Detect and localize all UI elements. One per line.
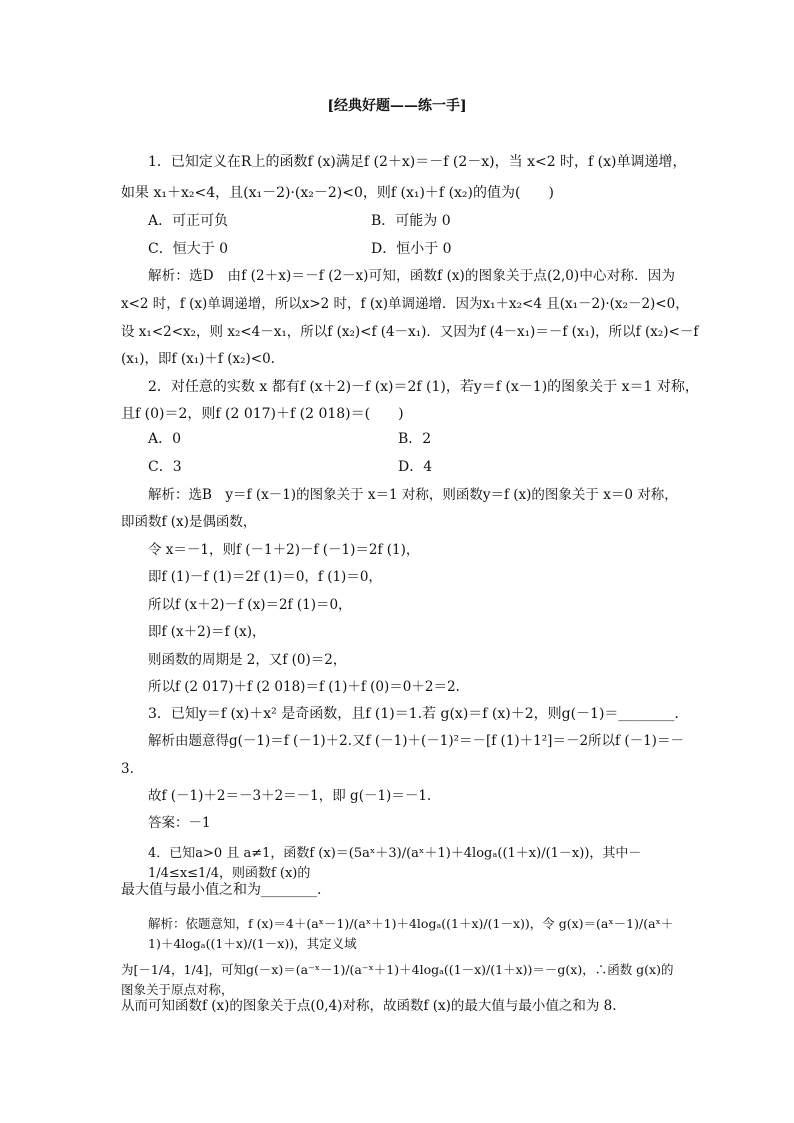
q2-option-d: D．4 (398, 459, 433, 475)
q2-option-a: A．0 (148, 431, 182, 447)
section-title: [经典好题——练一手] (327, 98, 467, 114)
q2-stem-line1: 2．对任意的实数 x 都有f (x＋2)－f (x)＝2f (1)，若y＝f (x－1)的图象关于 x＝1 对称， (148, 379, 699, 395)
q2-stem-line2: 且f (0)＝2，则f (2 017)＋f (2 018)＝( ) (121, 406, 404, 422)
q2-solution-line4: 即f (1)－f (1)＝2f (1)＝0，f (1)＝0， (148, 569, 382, 585)
q2-solution-line1: 解析：选B y＝f (x－1)的图象关于 x＝1 对称，则函数y＝f (x)的图象关于 x＝0 对称， (148, 487, 678, 503)
q4-solution-line2: 为[－1/4，1/4]，可知g(－x)＝(a⁻ˣ－1)/(a⁻ˣ＋1)＋4logₐ((1－x)/(1＋x))＝－g(x)，∴函数 g(x)的图象关于原点对称， (121, 962, 674, 997)
q3-solution-line3: 故f (－1)＋2＝－3＋2＝－1，即 g(－1)＝－1. (148, 788, 432, 804)
q2-solution-line2: 即函数f (x)是偶函数， (121, 514, 257, 530)
q2-solution-line5: 所以f (x＋2)－f (x)＝2f (1)＝0， (148, 597, 352, 613)
q1-option-a: A．可正可负 (148, 213, 229, 229)
q1-option-c: C．恒大于 0 (148, 241, 229, 257)
q1-solution-line3: 设 x₁<2<x₂，则 x₂<4－x₁，所以f (x₂)<f (4－x₁)．又因为f (4－x₁)＝－f (x₁)，所以f (x₂)<－f (121, 324, 699, 340)
q2-solution-line7: 则函数的周期是 2，又f (0)＝2， (148, 652, 347, 668)
q1-solution-line4: (x₁)，即f (x₁)＋f (x₂)<0. (121, 351, 275, 367)
q2-solution-line8: 所以f (2 017)＋f (2 018)＝f (1)＋f (0)＝0＋2＝2. (148, 679, 460, 695)
q4-stem-line2: 最大值与最小值之和为________. (121, 882, 322, 898)
q3-solution-line1: 解析由题意得g(－1)＝f (－1)＋2.又f (－1)＋(－1)²＝－[f (1)＋1²]＝－2所以f (－1)＝－ (148, 733, 684, 749)
q3-stem: 3．已知y＝f (x)＋x² 是奇函数，且f (1)＝1.若 g(x)＝f (x)＋2，则g(－1)＝________. (148, 706, 679, 722)
q1-stem-line2: 如果 x₁＋x₂<4，且(x₁－2)·(x₂－2)<0，则f (x₁)＋f (x₂)的值为( ) (121, 185, 554, 201)
q1-option-b: B．可能为 0 (371, 213, 451, 229)
q3-answer: 答案：－1 (148, 815, 211, 831)
q1-solution-line1: 解析：选D 由f (2＋x)＝－f (2－x)可知，函数f (x)的图象关于点(2,0)中心对称．因为 (148, 268, 675, 284)
q2-solution-line6: 即f (x＋2)＝f (x)， (148, 624, 266, 640)
q4-solution-line1: 解析：依题意知，f (x)＝4＋(aˣ－1)/(aˣ＋1)＋4logₐ((1＋x)/(1－x))，令 g(x)＝(aˣ－1)/(aˣ＋1)＋4logₐ((1＋x)/(1－x))，其定义域 (148, 916, 674, 951)
q2-option-c: C．3 (148, 459, 182, 475)
q4-solution-line3: 从而可知函数f (x)的图象关于点(0,4)对称，故函数f (x)的最大值与最小值之和为 8. (121, 998, 617, 1014)
q1-option-d: D．恒小于 0 (371, 241, 452, 257)
q2-option-b: B．2 (398, 431, 432, 447)
q4-stem-line1: 4．已知a>0 且 a≠1，函数f (x)＝(5aˣ＋3)/(aˣ＋1)＋4logₐ((1＋x)/(1－x))，其中－1/4≤x≤1/4，则函数f (x)的 (148, 846, 642, 881)
q1-stem-line1: 1．已知定义在R上的函数f (x)满足f (2＋x)＝－f (2－x)，当 x<2 时，f (x)单调递增， (148, 154, 687, 170)
q3-solution-line2: 3. (121, 761, 134, 777)
q2-solution-line3: 令 x＝－1，则f (－1＋2)－f (－1)＝2f (1)， (148, 542, 420, 558)
q1-solution-line2: x<2 时，f (x)单调递增，所以x>2 时，f (x)单调递增．因为x₁＋x₂<4 且(x₁－2)·(x₂－2)<0， (121, 296, 689, 312)
